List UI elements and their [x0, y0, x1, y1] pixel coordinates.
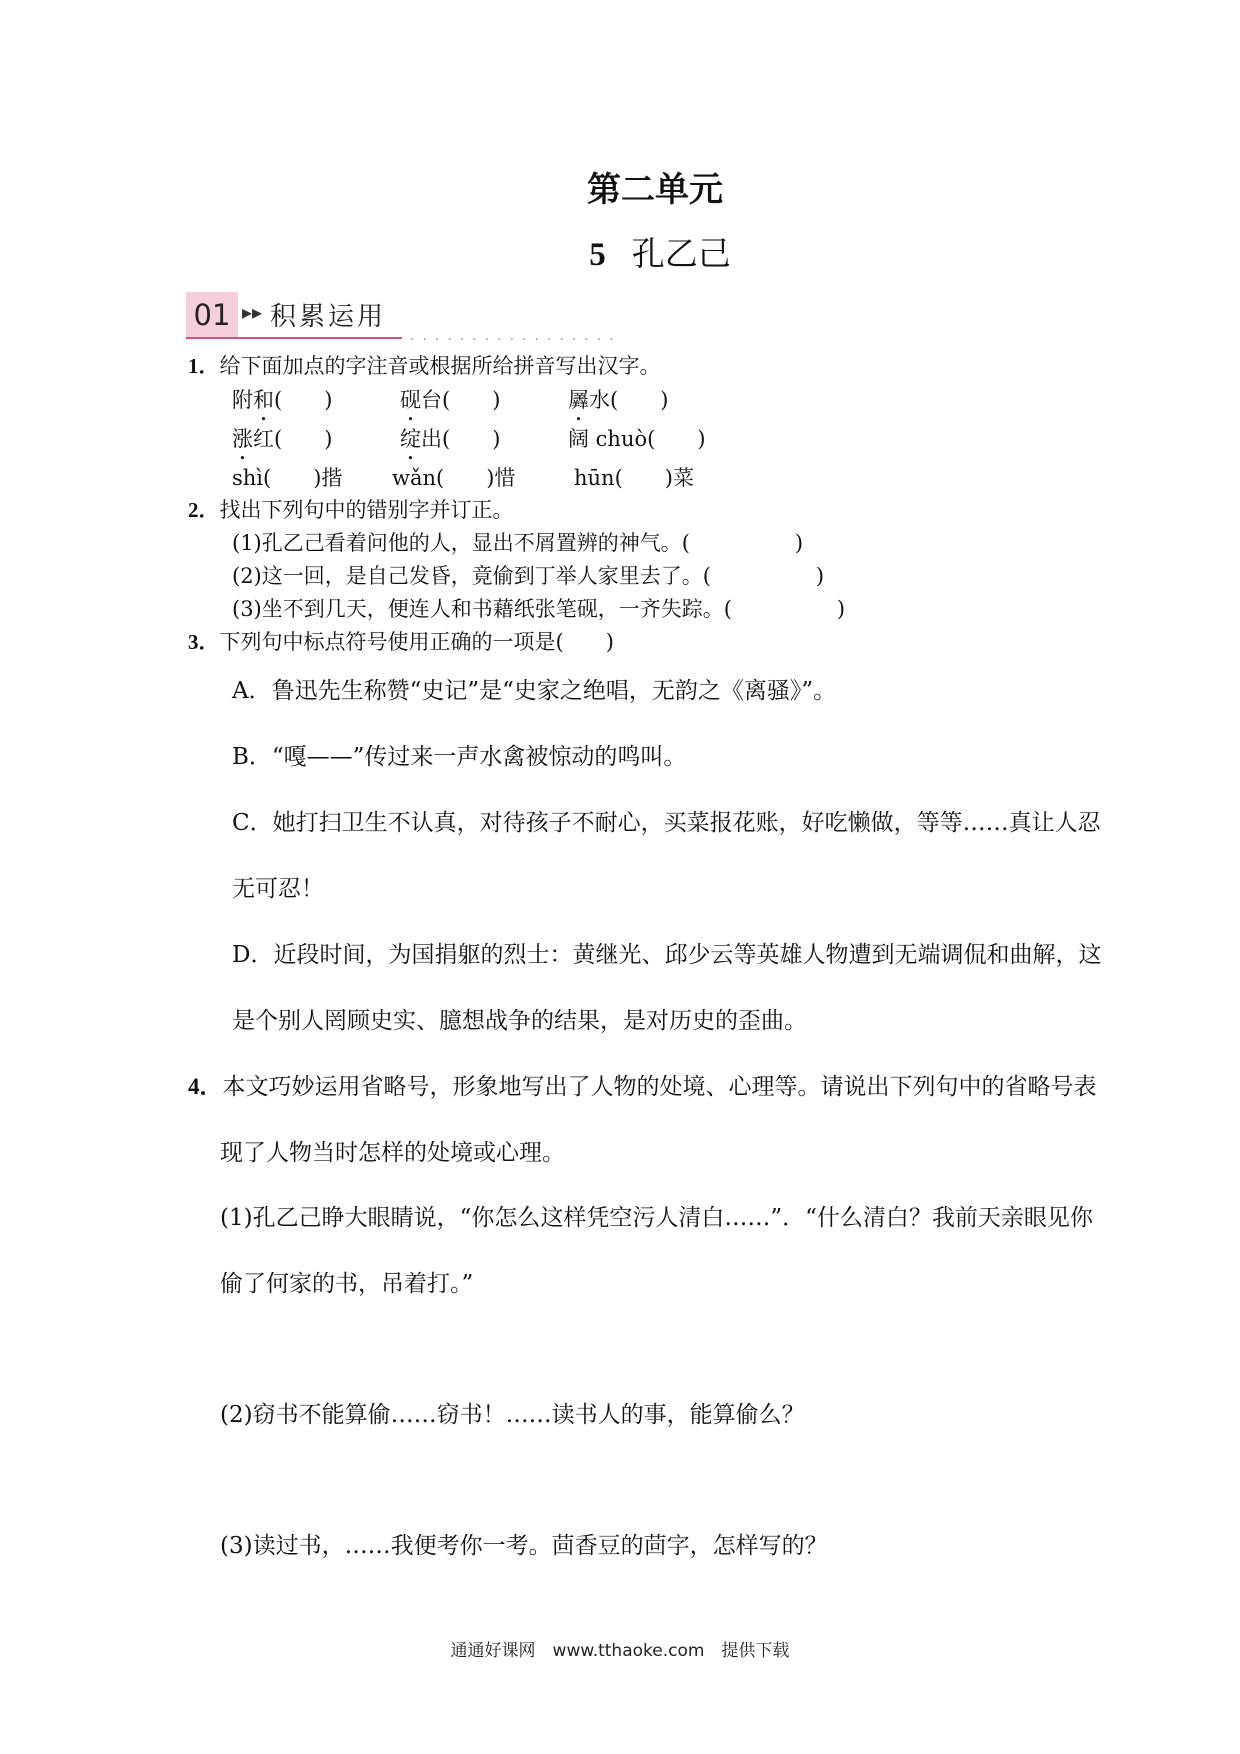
option-c: C．她打扫卫生不认真，对待孩子不耐心，买菜报花账，好吃懒做，等等……真让人忍	[232, 810, 1101, 836]
question-3	[188, 626, 614, 656]
double-arrow-icon: ▸▸	[242, 300, 263, 324]
q1-item: 阔 chuò( )	[568, 427, 706, 451]
question-text: 下列句中标点符号使用正确的一项是( )	[219, 630, 614, 654]
q2-item: (3)坐不到几天，便连人和书藉纸张笔砚，一齐失踪。( )	[232, 597, 846, 621]
q4-item-2: (2)窃书不能算偷……窃书！……读书人的事，能算偷么？	[220, 1402, 805, 1428]
lesson-number: 5	[589, 237, 606, 273]
q1-item: 附和( )	[232, 388, 333, 412]
question-text: 给下面加点的字注音或根据所给拼音写出汉字。	[219, 354, 661, 378]
option-c-continued: 无可忍！	[232, 876, 324, 902]
unit-title: 第二单元	[587, 170, 723, 210]
section-number: 01	[186, 292, 238, 338]
q1-item: 涨红( )	[232, 427, 333, 451]
option-a: A．鲁迅先生称赞“史记”是“史家之绝唱，无韵之《离骚》”。	[232, 678, 837, 704]
q4-item-1-continued: 偷了何家的书，吊着打。”	[220, 1271, 474, 1297]
q1-item: shì( )揩	[232, 466, 343, 490]
footer: 通通好课网 www.tthaoke.com 提供下载	[450, 1641, 790, 1661]
q1-item: hūn( )菜	[574, 466, 694, 490]
q1-item: 羼水( )	[568, 388, 669, 412]
question-text: 找出下列句中的错别字并订正。	[219, 498, 514, 522]
question-4	[188, 1068, 1097, 1101]
q4-item-1: (1)孔乙己睁大眼睛说，“你怎么这样凭空污人清白……”．“什么清白？我前天亲眼见你	[220, 1205, 1093, 1231]
question-number: 1．	[188, 354, 220, 378]
section-label: 积累运用	[270, 302, 387, 332]
question-4-continued: 现了人物当时怎样的处境或心理。	[220, 1140, 565, 1166]
q1-item: 绽出( )	[400, 427, 501, 451]
lesson-name: 孔乙己	[631, 234, 731, 273]
option-d: D．近段时间，为国捐躯的烈士：黄继光、邱少云等英雄人物遭到无端调侃和曲解，这	[232, 942, 1102, 968]
question-number: 3．	[188, 630, 220, 654]
q1-item: 砚台( )	[400, 388, 501, 412]
option-d-continued: 是个别人罔顾史实、臆想战争的结果，是对历史的歪曲。	[232, 1008, 807, 1034]
q2-item: (1)孔乙己看着问他的人，显出不屑置辨的神气。( )	[232, 531, 804, 555]
question-number: 2．	[188, 498, 220, 522]
q4-item-3: (3)读过书，……我便考你一考。茴香豆的茴字，怎样写的？	[220, 1533, 828, 1559]
q2-item: (2)这一回，是自己发昏，竟偷到丁举人家里去了。( )	[232, 564, 825, 588]
question-2	[188, 494, 514, 524]
lesson-title	[0, 228, 1240, 275]
q1-item: wǎn( )惜	[392, 466, 516, 490]
question-text: 本文巧妙运用省略号，形象地写出了人物的处境、心理等。请说出下列句中的省略号表	[222, 1074, 1097, 1100]
section-underline	[186, 337, 402, 339]
option-b: B．“嘎——”传过来一声水禽被惊动的鸣叫。	[232, 744, 687, 770]
section-dotted-rule: ·················	[410, 332, 622, 348]
question-number: 4．	[188, 1074, 223, 1099]
question-1	[188, 350, 661, 380]
